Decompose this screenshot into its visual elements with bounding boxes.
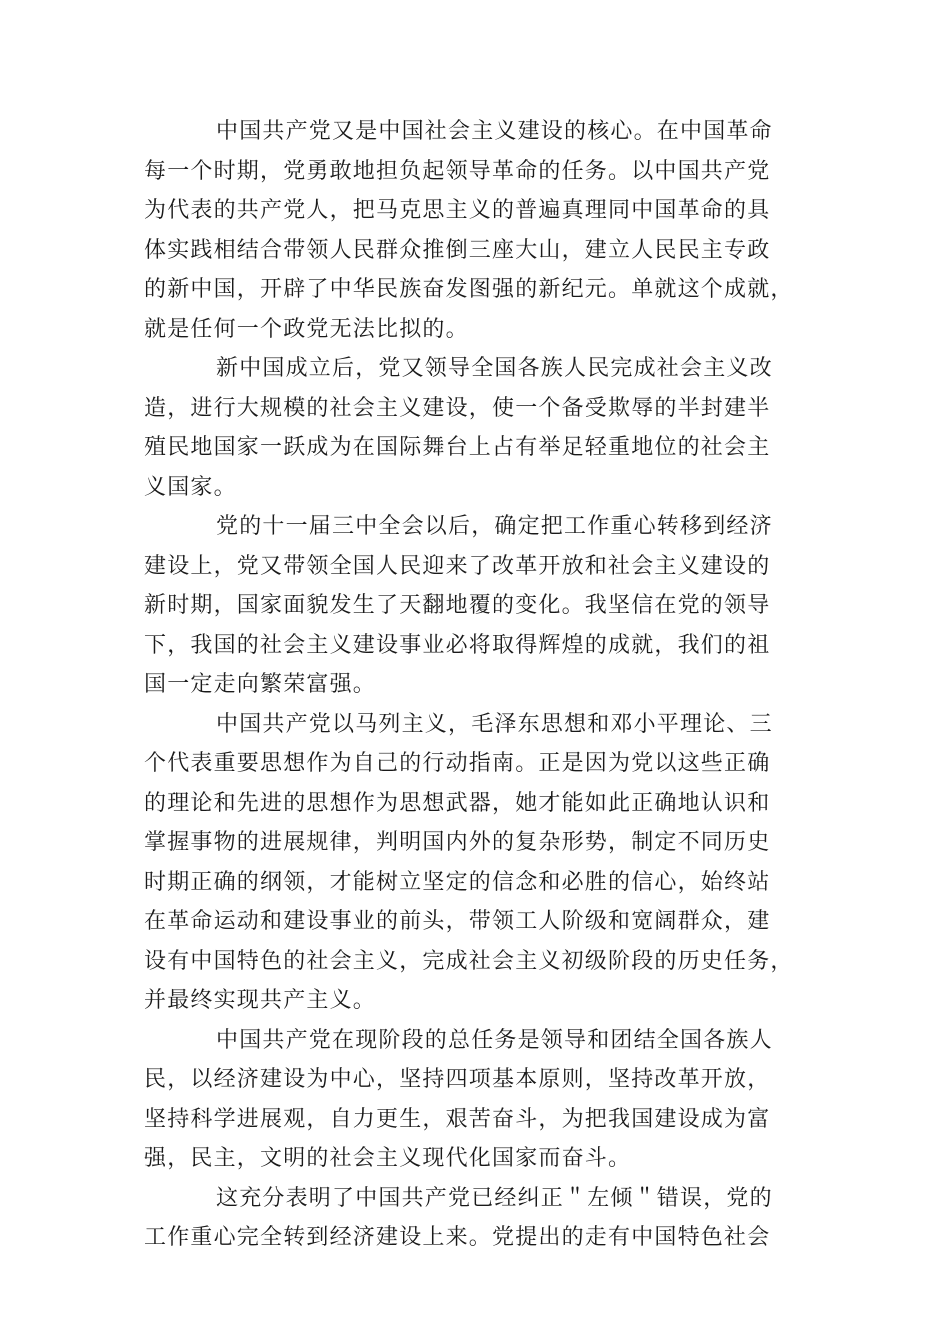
- paragraph-5: [144, 1021, 806, 1179]
- paragraph-line: 设有中国特色的社会主义，完成社会主义初级阶段的历史任务，: [144, 948, 794, 974]
- paragraph-line: 造，进行大规模的社会主义建设，使一个备受欺辱的半封建半: [144, 395, 771, 421]
- paragraph-line: 的理论和先进的思想作为思想武器，她才能如此正确地认识和: [144, 790, 771, 816]
- paragraph-line: 个代表重要思想作为自己的行动指南。正是因为党以这些正确: [144, 751, 771, 776]
- paragraph-line: 体实践相结合带领人民群众推倒三座大山，建立人民民主专政: [144, 237, 771, 263]
- paragraph-line: 工作重心完全转到经济建设上来。党提出的走有中国特色社会: [144, 1225, 771, 1250]
- document-body: [144, 112, 806, 1258]
- paragraph-line: 义国家。: [144, 474, 237, 500]
- paragraph-line: 并最终实现共产主义。: [144, 988, 377, 1013]
- paragraph-4: [144, 705, 806, 1021]
- paragraph-line: 时期正确的纲领，才能树立坚定的信念和必胜的信心，始终站: [144, 869, 771, 895]
- paragraph-line: 下，我国的社会主义建设事业必将取得辉煌的成就，我们的祖: [144, 632, 771, 658]
- paragraph-line: 中国共产党又是中国社会主义建设的核心。在中国革命: [216, 119, 773, 144]
- paragraph-line: 中国共产党以马列主义，毛泽东思想和邓小平理论、三: [216, 711, 773, 737]
- paragraph-line: 每一个时期，党勇敢地担负起领导革命的任务。以中国共产党: [144, 158, 771, 184]
- paragraph-line: 掌握事物的进展规律，判明国内外的复杂形势，制定不同历史: [144, 830, 771, 855]
- paragraph-1: [144, 112, 806, 349]
- paragraph-line: 在革命运动和建设事业的前头，带领工人阶级和宽阔群众，建: [144, 909, 771, 934]
- paragraph-line: 国一定走向繁荣富强。: [144, 672, 377, 697]
- paragraph-line: 的新中国，开辟了中华民族奋发图强的新纪元。单就这个成就，: [144, 277, 794, 302]
- paragraph-line: 强，民主，文明的社会主义现代化国家而奋斗。: [144, 1146, 632, 1171]
- paragraph-6: [144, 1179, 806, 1258]
- paragraph-line: 这充分表明了中国共产党已经纠正＂左倾＂错误，党的: [216, 1185, 773, 1211]
- paragraph-line: 新中国成立后，党又领导全国各族人民完成社会主义改: [216, 356, 773, 381]
- paragraph-line: 新时期，国家面貌发生了天翻地覆的变化。我坚信在党的领导: [144, 593, 771, 618]
- paragraph-line: 民，以经济建设为中心，坚持四项基本原则，坚持改革开放，: [144, 1067, 771, 1092]
- paragraph-line: 为代表的共产党人，把马克思主义的普遍真理同中国革命的具: [144, 198, 771, 223]
- paragraph-line: 殖民地国家一跃成为在国际舞台上占有举足轻重地位的社会主: [144, 435, 771, 460]
- paragraph-line: 坚持科学进展观，自力更生，艰苦奋斗，为把我国建设成为富: [144, 1106, 771, 1132]
- paragraph-3: [144, 507, 806, 705]
- paragraph-line: 中国共产党在现阶段的总任务是领导和团结全国各族人: [216, 1027, 773, 1053]
- paragraph-line: 就是任何一个政党无法比拟的。: [144, 316, 469, 342]
- paragraph-2: [144, 349, 806, 507]
- paragraph-line: 建设上，党又带领全国人民迎来了改革开放和社会主义建设的: [144, 553, 771, 579]
- paragraph-line: 党的十一届三中全会以后，确定把工作重心转移到经济: [216, 514, 773, 539]
